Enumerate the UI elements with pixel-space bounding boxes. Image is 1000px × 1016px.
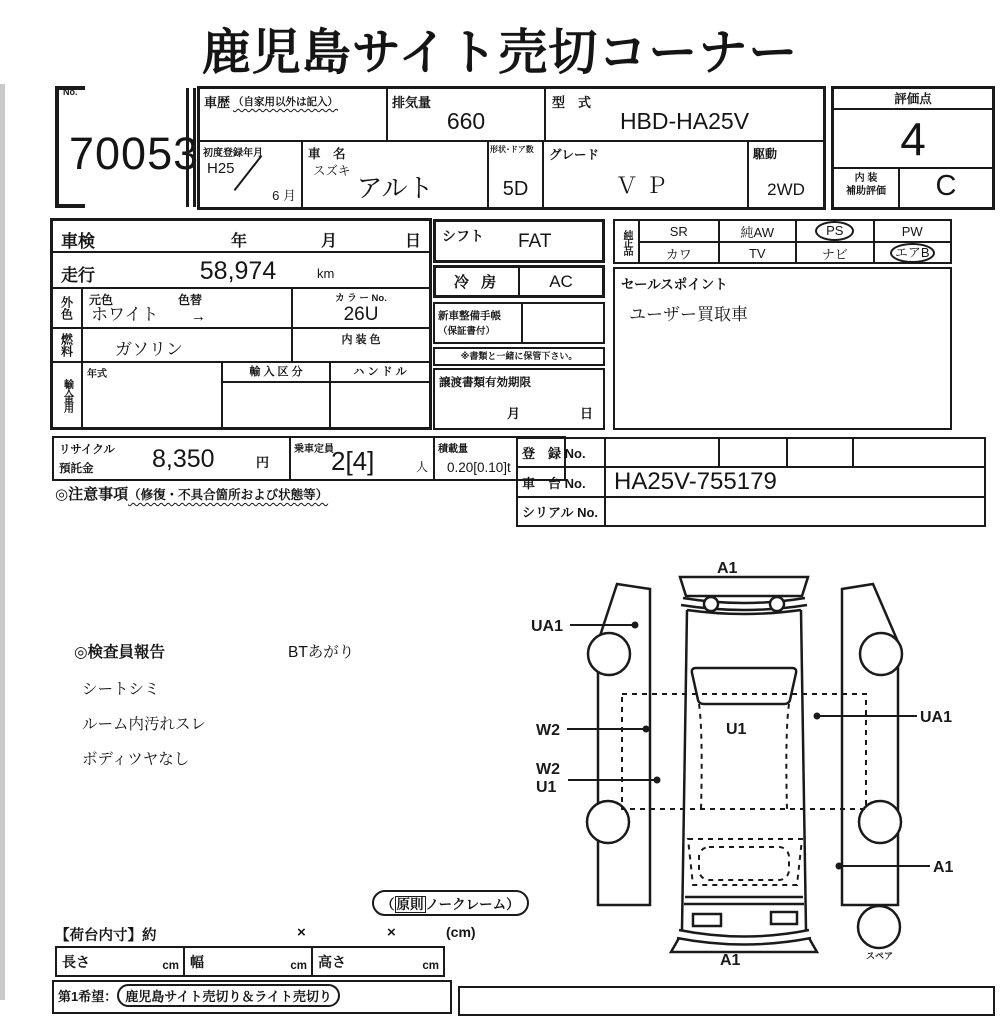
- exterior-color-row: [53, 289, 429, 329]
- damage-diagram: [520, 552, 1000, 970]
- damage-label-a1-right: A1: [933, 859, 954, 876]
- cargo-x2: ×: [387, 924, 396, 941]
- damage-label-u1: U1: [726, 721, 747, 738]
- transfer-docs-box: [433, 368, 605, 430]
- model-code-cell: [546, 89, 823, 140]
- shape-doors-value: 5D: [502, 178, 529, 200]
- sales-point-text: ユーザー買取車: [629, 305, 748, 324]
- shape-doors-cell: [489, 142, 544, 207]
- maintenance-book-box: [433, 302, 605, 344]
- registration-no-label: 登 録 No.: [518, 439, 606, 466]
- capacity-value: 2[4]: [331, 446, 375, 476]
- left-front-wheel: [588, 633, 630, 675]
- height-label: 高さ: [318, 954, 346, 970]
- damage-label-w2: W2: [536, 722, 560, 739]
- reg-divider-1: [718, 439, 720, 466]
- car-top-view-svg: [520, 552, 1000, 970]
- floor-dashed-rect: [622, 694, 866, 809]
- drive-cell: [749, 142, 823, 207]
- history-note: （自家用以外は記入）: [233, 96, 338, 108]
- equip-pw: PW: [873, 221, 951, 241]
- color-no-value: 26U: [343, 304, 379, 325]
- history-label: 車歴: [204, 95, 231, 110]
- interior-color-label: 内 装 色: [341, 334, 381, 346]
- shaken-month: 月: [321, 233, 338, 250]
- recycle-amount: 8,350: [152, 445, 215, 473]
- body-right-edge: [801, 610, 806, 930]
- length-unit: cm: [162, 960, 179, 972]
- pillar-dashed-left: [699, 704, 702, 810]
- recolor-label: 色替: [178, 293, 203, 307]
- equip-tv: TV: [718, 241, 796, 263]
- shift-box: [433, 219, 605, 263]
- rear-bumper-line-1: [679, 930, 809, 937]
- cargo-x1: ×: [297, 924, 306, 941]
- width-label: 幅: [190, 954, 204, 970]
- length-label: 長さ: [62, 954, 90, 970]
- shaken-row: [53, 221, 429, 253]
- mileage-label: 走行: [61, 266, 95, 285]
- score-label: 評価点: [894, 92, 932, 106]
- fuel-cell: [83, 329, 293, 361]
- rear-lamp-left: [693, 914, 721, 926]
- spec-table: [50, 218, 432, 430]
- damage-label-ua1-right: UA1: [920, 709, 953, 726]
- chassis-no-row: [518, 468, 984, 498]
- transfer-month: 月: [507, 406, 521, 421]
- shaken-year: 年: [231, 233, 248, 250]
- ac-label: 冷 房: [436, 268, 520, 295]
- bottom-right-box: [458, 986, 995, 1016]
- mileage-value: 58,974: [199, 257, 277, 285]
- cargo-title: 【荷台内寸】約: [55, 928, 157, 944]
- maintenance-book-value: [523, 304, 603, 342]
- first-wish-label: 第1希望：: [58, 989, 118, 1004]
- displacement-value: 660: [446, 108, 486, 134]
- recycle-yen: 円: [256, 455, 270, 470]
- color-value: ホワイト: [91, 305, 159, 324]
- serial-no-value: [606, 498, 984, 525]
- capacity-unit: 人: [415, 460, 428, 474]
- equip-airbag: [873, 241, 951, 263]
- mileage-row: [53, 253, 429, 289]
- right-side-panel: [842, 584, 898, 905]
- shape-doors-label: 形状･ドア数: [490, 145, 534, 154]
- no-claim-badge: （ 原則 ノークレーム）: [372, 890, 529, 916]
- grade-cell: [544, 142, 749, 207]
- shaken-label: 車検: [61, 232, 95, 251]
- ac-box: [433, 265, 605, 298]
- maker-name: スズキ: [313, 164, 351, 178]
- registration-no-value: [606, 439, 984, 466]
- displacement-cell: [388, 89, 546, 140]
- import-class-cell: [223, 363, 331, 427]
- color-arrow: →: [191, 308, 206, 325]
- first-wish-value: 鹿児島サイト売切り＆ライト売切り: [117, 984, 340, 1007]
- transfer-day: 日: [579, 406, 593, 421]
- equip-aw: 純AW: [718, 221, 796, 241]
- capacity-cell: [291, 438, 435, 479]
- airbag-circle-mark: エアB: [890, 243, 935, 263]
- rear-window-outer-dashed: [688, 839, 802, 885]
- chassis-no-value: HA25V-755179: [614, 468, 777, 495]
- ua1-left-dot: [632, 622, 639, 629]
- interior-score-label: 内 装 補助評価: [834, 169, 900, 207]
- header-row-2: [200, 142, 823, 207]
- lot-number: 70053: [69, 128, 200, 179]
- inspector-item: ボディツヤなし: [82, 751, 190, 768]
- spare-tire: [858, 906, 900, 948]
- serial-no-label: シリアル No.: [518, 498, 606, 525]
- car-name-cell: [303, 142, 489, 207]
- handle-label: ハ ン ド ル: [331, 363, 429, 383]
- registration-no-row: [518, 439, 984, 468]
- damage-label-w2b: W2: [536, 761, 560, 778]
- header-row-1: [200, 89, 823, 142]
- cargo-dims-title-row: [55, 924, 476, 944]
- interior-score-row: [834, 169, 992, 207]
- equip-sr: SR: [669, 223, 688, 239]
- import-label: 輸入車用: [53, 363, 83, 427]
- year-type-label: 年式: [87, 369, 107, 380]
- first-wish-box: [52, 980, 452, 1014]
- color-no-cell: [293, 289, 429, 327]
- sales-point-box: [613, 267, 952, 430]
- exterior-color-label: 外色: [53, 289, 83, 327]
- model-code-label: 型 式: [552, 95, 592, 110]
- load-value: 0.20[0.10]t: [447, 460, 511, 475]
- double-rule: [186, 88, 196, 207]
- recycle-strip: [52, 436, 566, 481]
- score-value: 4: [834, 108, 992, 169]
- rear-window-inner-dashed: [699, 847, 789, 880]
- first-registration-year: H25: [207, 160, 235, 177]
- rear-bumper-line-2: [677, 938, 811, 945]
- maintenance-book-label: 新車整備手帳 （保証書付）: [435, 304, 523, 342]
- car-body: [587, 577, 902, 952]
- inspector-battery-note: BTあがり: [288, 644, 355, 661]
- shift-value: FAT: [518, 231, 552, 252]
- callout-dots: [632, 622, 843, 870]
- right-rear-wheel: [859, 801, 901, 843]
- ac-value: AC: [549, 271, 573, 291]
- w2-u1-dot: [654, 777, 661, 784]
- history-cell: [200, 89, 388, 140]
- equipment-cells: [640, 221, 950, 262]
- ua1-right-dot: [814, 713, 821, 720]
- height-unit: cm: [422, 960, 439, 972]
- import-row: [53, 363, 429, 427]
- cargo-length-cell: [57, 948, 185, 975]
- principle-box: 原則: [396, 897, 424, 912]
- cowl-line-2: [681, 605, 807, 610]
- shaken-day: 日: [405, 233, 422, 250]
- keep-note-box: ※書類と一緒に保管下さい。: [433, 347, 605, 366]
- first-registration-cell: [200, 142, 303, 207]
- damage-label-a1-top: A1: [717, 560, 738, 577]
- pillar-dashed-right: [786, 704, 789, 810]
- chassis-no-label: 車 台 No.: [518, 468, 606, 496]
- year-type-cell: [83, 363, 223, 427]
- recycle-label-1: リサイクル: [59, 444, 115, 456]
- interior-color-cell: [293, 329, 429, 361]
- color-cell: [83, 289, 293, 327]
- recycle-label-2: 預託金: [59, 463, 94, 475]
- first-registration-label: 初度登録年月: [203, 148, 263, 159]
- cargo-dims-table: [55, 946, 445, 977]
- damage-label-u1b: U1: [536, 779, 557, 796]
- inspector-item: ルーム内汚れスレ: [82, 716, 207, 733]
- right-front-wheel: [860, 633, 902, 675]
- damage-label-a1-bottom: A1: [720, 952, 741, 969]
- equip-kawa: カワ: [640, 241, 718, 263]
- fuel-value: ガソリン: [115, 340, 183, 359]
- drive-label: 駆動: [753, 147, 778, 161]
- reg-divider-2: [786, 439, 788, 466]
- grade-value: ＶＰ: [615, 173, 676, 198]
- fuel-label: 燃料: [53, 329, 83, 361]
- first-registration-month: 6 月: [272, 188, 296, 203]
- ps-circle-mark: PS: [815, 221, 854, 241]
- cargo-width-cell: [185, 948, 313, 975]
- front-bumper: [680, 577, 808, 596]
- caution-head: ◎注意事項: [55, 486, 129, 503]
- header-table: [197, 86, 826, 210]
- equip-navi: ナビ: [795, 241, 873, 263]
- car-name-label: 車 名: [308, 147, 346, 161]
- recycle-deposit-cell: [54, 438, 291, 479]
- registration-table: [516, 437, 986, 527]
- spare-label: スペア: [866, 951, 894, 961]
- washer-right: [770, 597, 784, 611]
- import-class-label: 輸 入 区 分: [223, 363, 329, 383]
- transfer-docs-label: 譲渡書類有効期限: [439, 377, 531, 389]
- inspector-item: シートシミ: [82, 681, 160, 698]
- model-code-value: HBD-HA25V: [619, 108, 750, 134]
- equipment-grid: [613, 219, 952, 264]
- rear-lamp-right: [771, 912, 797, 924]
- serial-no-row: [518, 498, 984, 525]
- reg-divider-3: [852, 439, 854, 466]
- cargo-unit: (cm): [446, 924, 476, 940]
- shift-label: シフト: [442, 228, 484, 244]
- scan-edge-artifact: [0, 84, 5, 1000]
- load-label: 積載量: [438, 444, 468, 455]
- sales-point-label: セールスポイント: [621, 277, 728, 292]
- interior-score-value: C: [935, 170, 957, 202]
- page-title: 鹿児島サイト売切コーナー: [201, 26, 799, 80]
- cowl-line-1: [683, 598, 805, 603]
- inspector-report-title: ◎検査員報告: [74, 644, 166, 661]
- original-color-label: 元色: [89, 293, 114, 307]
- grade-label: グレード: [549, 148, 600, 162]
- cargo-height-cell: [313, 948, 443, 975]
- a1-right-dot: [836, 863, 843, 870]
- w2-dot: [643, 726, 650, 733]
- width-unit: cm: [290, 960, 307, 972]
- handle-cell: [331, 363, 429, 427]
- lot-no-label: No.: [63, 87, 78, 97]
- caution-note: （修復・不具合箇所および状態等）: [128, 488, 329, 502]
- score-box: [831, 86, 995, 210]
- capacity-label: 乗車定員: [294, 444, 334, 455]
- drive-value: 2WD: [767, 180, 805, 199]
- color-no-label: カ ラ ー No.: [335, 293, 387, 304]
- displacement-label: 排気量: [392, 95, 432, 110]
- equipment-label: 純正品: [615, 221, 640, 262]
- date-slash: [234, 155, 263, 191]
- windshield: [692, 668, 796, 704]
- caution-heading: [55, 483, 328, 504]
- car-name-value: アルト: [356, 173, 434, 203]
- fuel-row: [53, 329, 429, 363]
- mileage-unit: km: [317, 266, 335, 281]
- lot-number-box: [55, 86, 200, 208]
- damage-label-ua1-left: UA1: [531, 618, 564, 635]
- equip-ps: [795, 221, 873, 241]
- body-left-edge: [682, 610, 687, 930]
- washer-left: [704, 597, 718, 611]
